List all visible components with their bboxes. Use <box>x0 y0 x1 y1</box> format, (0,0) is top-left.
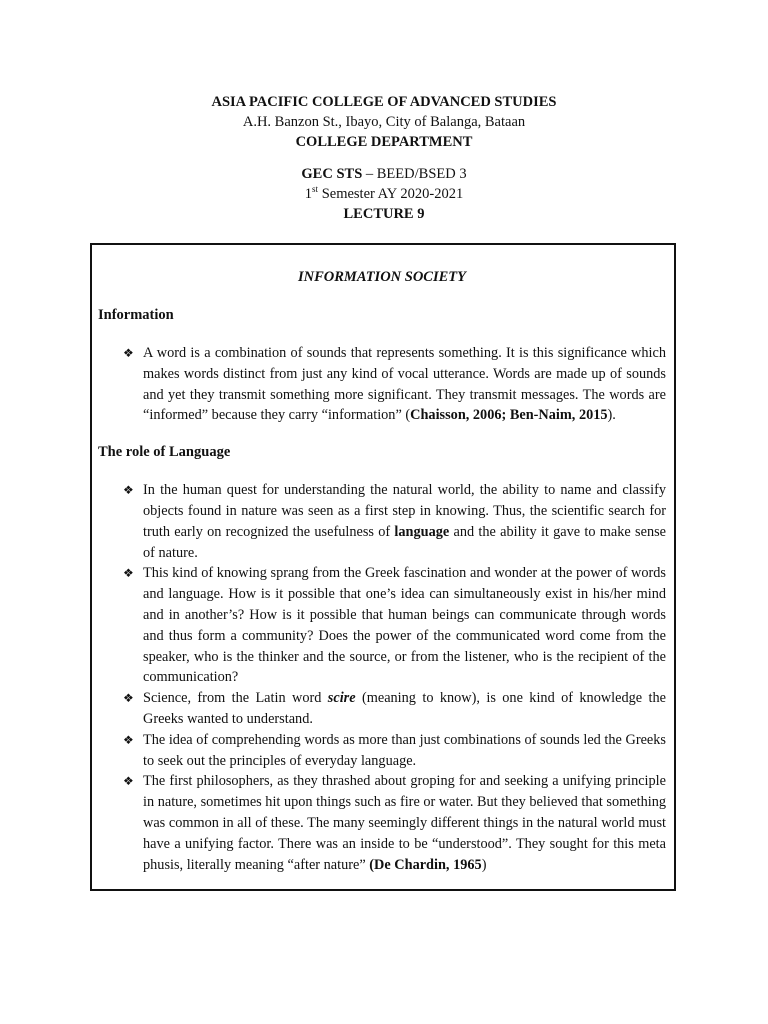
item-text: (meaning to know), is one kind of knowledge the Greeks wanted to understand. <box>143 690 666 727</box>
list-item <box>98 730 666 772</box>
semester-suffix: st <box>312 184 319 195</box>
diamond-bullet-icon: ❖ <box>123 566 134 581</box>
item-text: The idea of comprehending words as more than just combinations of sounds led the Greeks to seek out the principles of everyday language. <box>143 731 666 769</box>
semester-text: Semester AY 2020-2021 <box>318 186 464 202</box>
diamond-bullet-icon: ❖ <box>123 483 134 498</box>
diamond-bullet-icon: ❖ <box>123 774 134 789</box>
item-text: This kind of knowing sprang from the Greek fascination and wonder at the power of words and language. How is it possible that one’s idea can simultaneously exist in his/her mind and in another’s? How is it possible that human beings can communicate through words and thus form a community? Does the power of the communicated word come from the speaker, who is the thinker and the source, or from the listener, who is the recipient of the communication? <box>143 565 666 686</box>
course-code: GEC STS <box>301 166 363 182</box>
lecture-number: LECTURE 9 <box>343 206 425 222</box>
citation: (De Chardin, 1965 <box>369 856 482 873</box>
language-heading: The role of Language <box>98 444 231 461</box>
semester-number: 1 <box>304 186 313 202</box>
document-header <box>0 92 768 224</box>
semester-line <box>0 184 768 204</box>
information-heading: Information <box>98 307 174 323</box>
diamond-bullet-icon: ❖ <box>123 691 134 706</box>
diamond-bullet-icon: ❖ <box>123 732 134 747</box>
course-line <box>0 164 768 184</box>
information-list <box>98 343 666 426</box>
item-text: In the human quest for understanding the natural world, the ability to name and classify objects found in nature was seen as a first step in knowing. Thus, the scientific search for truth early on recognized the usefulness of <box>143 482 666 540</box>
diamond-bullet-icon: ❖ <box>123 346 134 360</box>
list-item <box>98 480 666 563</box>
content-box <box>90 243 676 891</box>
citation: Chaisson, 2006; Ben-Naim, 2015 <box>410 407 608 424</box>
list-item <box>98 563 666 688</box>
item-text: Science, from the Latin word <box>143 690 328 707</box>
list-item <box>98 771 666 875</box>
institution-address: A.H. Banzon St., Ibayo, City of Balanga, Bataan <box>242 114 526 130</box>
list-item <box>98 343 666 426</box>
item-text: The first philosophers, as they thrashed about groping for and seeking a unifying principle in nature, sometimes hit upon things such as fire or water. But they believed that something was common in all of these. The many seemingly different things in the natural world must have a unifying factor. There was an inside to be “understood”. They sought for this meta phusis, literally meaning “after nature” <box>143 773 666 873</box>
institution-name: ASIA PACIFIC COLLEGE OF ADVANCED STUDIES <box>211 94 557 110</box>
language-list <box>98 480 666 875</box>
section-title: INFORMATION SOCIETY <box>298 269 466 285</box>
item-text: ) <box>481 856 487 873</box>
department-name: COLLEGE DEPARTMENT <box>295 134 473 150</box>
emphasis-term: scire <box>327 690 356 707</box>
item-text: A word is a combination of sounds that represents something. It is this significance which makes words distinct from just any kind of vocal utterance. Words are made up of sounds and yet they transmit something more significant. They transmit messages. The words are “informed” because they carry “information” ( <box>143 345 666 424</box>
content-inner <box>98 267 666 875</box>
course-separator: – <box>362 166 377 182</box>
item-text: ). <box>607 407 616 424</box>
course-program: BEED/BSED 3 <box>376 166 467 182</box>
item-text: and the ability it gave to make sense of nature. <box>143 523 666 561</box>
list-item <box>98 688 666 730</box>
emphasis-term: language <box>394 523 450 540</box>
